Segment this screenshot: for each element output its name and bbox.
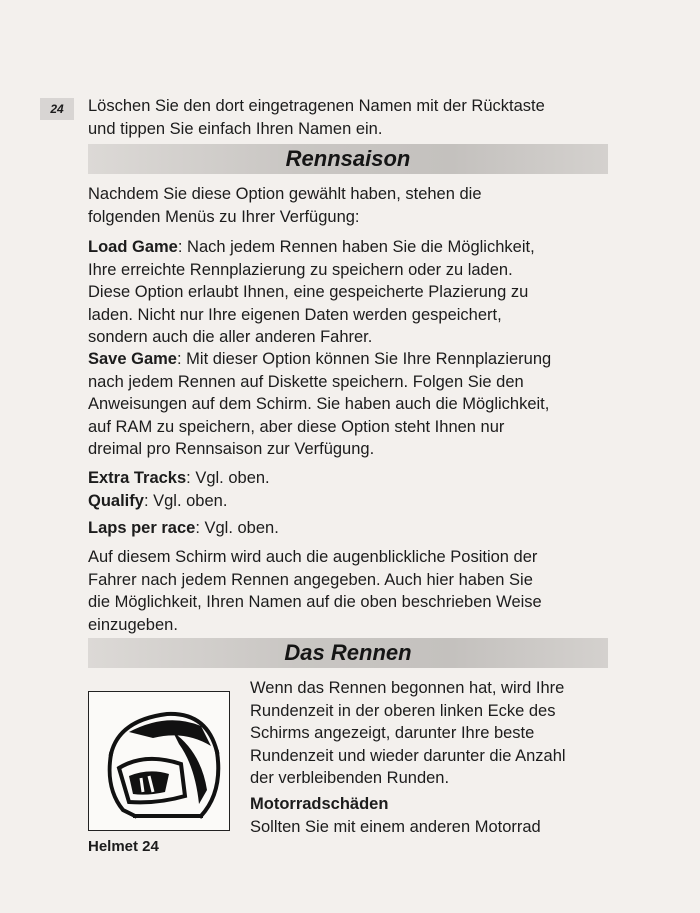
load-game-paragraph (88, 236, 608, 349)
intro-line: und tippen Sie einfach Ihren Namen ein. (88, 119, 383, 138)
section-title: Rennsaison (285, 146, 411, 171)
text-line: Anweisungen auf dem Schirm. Sie haben auch die Möglichkeit, (88, 395, 550, 413)
text-line: Ihre erreichte Rennplazierung zu speichern oder zu laden. (88, 260, 513, 279)
text-line: dreimal pro Rennsaison zur Verfügung. (88, 440, 375, 458)
intro-paragraph (88, 95, 608, 140)
text-line: auf RAM zu speichern, aber diese Option steht Ihnen nur (88, 417, 505, 436)
option-text: : Vgl. oben. (195, 519, 279, 537)
subsection-title: Motorradschäden (250, 795, 389, 813)
extra-tracks-line (88, 467, 608, 512)
option-label: Load Game (88, 238, 178, 256)
text-line: Sollten Sie mit einem anderen Motorrad (250, 817, 541, 836)
text-line: : Nach jedem Rennen haben Sie die Möglichkeit, (177, 238, 535, 256)
helmet-figure (88, 691, 230, 831)
text-line: Rundenzeit und wieder darunter die Anzahl (250, 746, 566, 765)
figure-caption: Helmet 24 (88, 838, 159, 855)
option-label: Qualify (88, 491, 144, 510)
text-line: : Mit dieser Option können Sie Ihre Rennplazierung (176, 350, 552, 368)
section-heading-das-rennen (88, 638, 608, 668)
text-line: Wenn das Rennen begonnen hat, wird Ihre (250, 679, 565, 697)
text-line: Nachdem Sie diese Option gewählt haben, stehen die (88, 185, 482, 203)
option-text: : Vgl. oben. (186, 469, 270, 487)
das-rennen-paragraph (250, 677, 610, 790)
page-number: 24 (40, 98, 74, 120)
rennsaison-intro (88, 183, 608, 228)
text-line: Fahrer nach jedem Rennen angegeben. Auch hier haben Sie (88, 570, 533, 589)
position-paragraph (88, 546, 608, 636)
helmet-icon (89, 692, 229, 830)
option-text: : Vgl. oben. (143, 491, 228, 510)
text-line: folgenden Menüs zu Ihrer Verfügung: (88, 207, 360, 226)
text-line: Auf diesem Schirm wird auch die augenblickliche Position der (88, 548, 538, 566)
text-line: laden. Nicht nur Ihre eigenen Daten werden gespeichert, (88, 305, 502, 324)
save-game-paragraph (88, 348, 608, 461)
section-heading-rennsaison (88, 144, 608, 174)
text-line: sondern auch die aller anderen Fahrer. (88, 328, 373, 346)
option-label: Save Game (88, 350, 177, 368)
text-line: Diese Option erlaubt Ihnen, eine gespeicherte Plazierung zu (88, 283, 529, 301)
option-label: Laps per race (88, 519, 196, 537)
motorradschaeden-block (250, 793, 610, 838)
text-line: der verbleibenden Runden. (250, 769, 450, 787)
text-line: einzugeben. (88, 615, 178, 634)
text-line: Rundenzeit in der oberen linken Ecke des (250, 701, 556, 720)
text-line: Schirms angezeigt, darunter Ihre beste (250, 724, 535, 742)
section-title: Das Rennen (284, 640, 412, 665)
text-line: nach jedem Rennen auf Diskette speichern. Folgen Sie den (88, 372, 524, 391)
text-line: die Möglichkeit, Ihren Namen auf die oben beschrieben Weise (88, 593, 542, 611)
intro-line: Löschen Sie den dort eingetragenen Namen mit der Rücktaste (88, 97, 545, 115)
option-label: Extra Tracks (88, 469, 187, 487)
laps-per-race-line (88, 517, 608, 540)
